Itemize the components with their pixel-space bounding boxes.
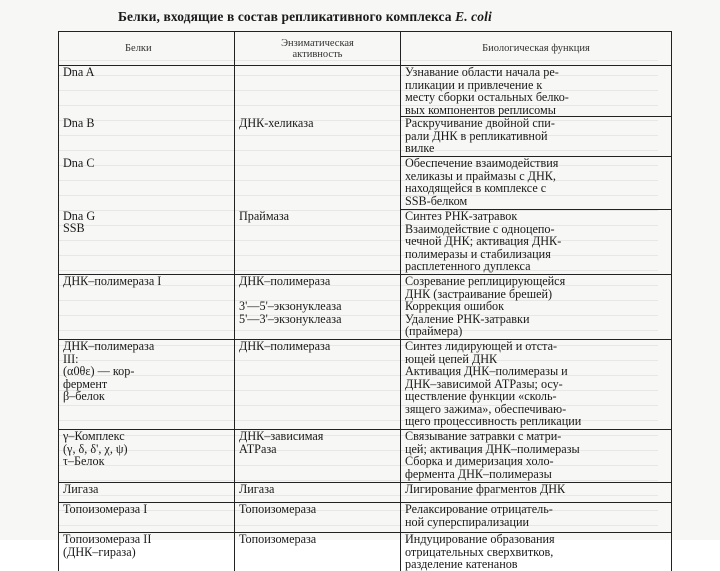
table-row (59, 503, 672, 533)
cell-function: Узнавание области начала ре- пликации и привлечение к месту сборки остальных белко- вых компонентов реплисомы (401, 66, 672, 117)
cell-function: Синтез лидирующей и отста- ющей цепей ДНК Активация ДНК–полимеразы и ДНК–зависимой АТРазы; осу- ществление функции «сколь- зящего зажима», обеспечиваю- щего процессивность репликации (401, 340, 672, 430)
cell-activity: Топоизомераза (235, 533, 401, 571)
table-row (59, 483, 672, 503)
cell-function: Лигирование фрагментов ДНК (401, 483, 672, 503)
header-enzymatic-activity: Энзиматическая активность (235, 32, 401, 66)
cell-function: Синтез РНК-затравок Взаимодействие с одноцепо- чечной ДНК; активация ДНК- полимеразы и стабилизация расплетенного дуплекса (401, 210, 672, 275)
cell-activity (235, 66, 401, 117)
cell-activity: Топоизомераза (235, 503, 401, 533)
table-row (59, 157, 672, 210)
cell-protein: ДНК–полимераза III: (α0θε) — кор- фермент β–белок (59, 340, 235, 430)
cell-activity (235, 157, 401, 210)
header-proteins: Белки (59, 32, 235, 66)
table-header-row (59, 32, 672, 66)
table-title-text: Белки, входящие в состав репликативного комплекса (118, 9, 456, 24)
table-row (59, 210, 672, 275)
table-row (59, 430, 672, 483)
cell-protein: Dna G SSB (59, 210, 235, 275)
cell-activity: ДНК-хеликаза (235, 117, 401, 157)
replication-proteins-table (58, 31, 672, 571)
cell-protein: Лигаза (59, 483, 235, 503)
table-row (59, 275, 672, 340)
cell-protein: γ–Комплекс (γ, δ, δ', χ, ψ) τ–Белок (59, 430, 235, 483)
cell-activity: ДНК–зависимая АТРаза (235, 430, 401, 483)
table-title (118, 9, 678, 25)
cell-protein: ДНК–полимераза I (59, 275, 235, 340)
cell-function: Раскручивание двойной спи- рали ДНК в репликативной вилке (401, 117, 672, 157)
cell-activity: Праймаза (235, 210, 401, 275)
cell-protein: Топоизомераза I (59, 503, 235, 533)
table-title-organism: E. coli (455, 9, 492, 24)
cell-function: Связывание затравки с матри- цей; активация ДНК–полимеразы Сборка и димеризация холо- фермента ДНК–полимеразы (401, 430, 672, 483)
cell-protein: Dna B (59, 117, 235, 157)
header-biological-function: Биологическая функция (401, 32, 672, 66)
cell-function: Релаксирование отрицатель- ной суперспирализации (401, 503, 672, 533)
cell-protein: Dna C (59, 157, 235, 210)
cell-function: Созревание реплицирующейся ДНК (застраивание брешей) Коррекция ошибок Удаление РНК-затравки (праймера) (401, 275, 672, 340)
table-row (59, 117, 672, 157)
cell-protein: Dna A (59, 66, 235, 117)
table-row (59, 340, 672, 430)
cell-activity: Лигаза (235, 483, 401, 503)
cell-function: Индуцирование образования отрицательных сверхвитков, разделение катенанов (401, 533, 672, 571)
cell-protein: Топоизомераза II (ДНК–гираза) (59, 533, 235, 571)
cell-function: Обеспечение взаимодействия хеликазы и праймазы с ДНК, находящейся в комплексе с SSB-белком (401, 157, 672, 210)
cell-activity: ДНК–полимераза (235, 340, 401, 430)
cell-activity: ДНК–полимераза 3'—5'–экзонуклеаза 5'—3'–экзонуклеаза (235, 275, 401, 340)
table-row (59, 533, 672, 571)
table-row (59, 66, 672, 117)
